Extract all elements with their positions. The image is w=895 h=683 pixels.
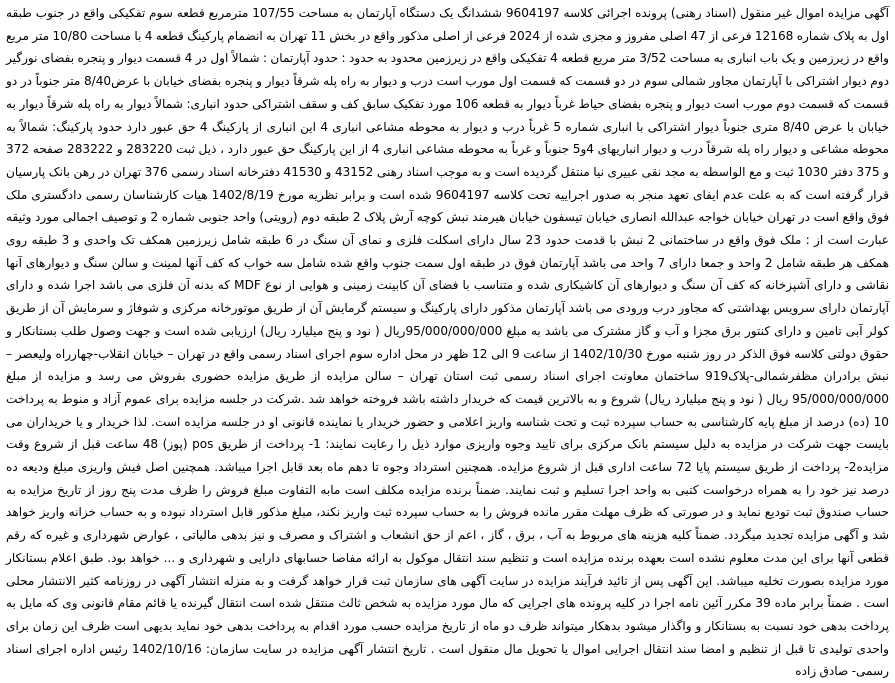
auction-notice-text: آگهی مزایده اموال غیر منقول (اسناد رهنی) پرونده اجرائی کلاسه 9604197 ششدانگ یک دستگاه آپارتمان به مساحت 107/55 مترمربع قطعه سوم تفکیکی واقع در جنوب طبقه اول به پلاک شماره 12168 فرعی از 47 اصلی مفروز و مجزی شده از 2024 فرعی از اصلی مذکور واقع در بخش 11 تهران به انضمام پارکینگ قطعه 4 با مساحت 10/80 متر مربع واقع در زیرزمین و یک باب انباری به مساحت 3/52 متر مربع قطعه 4 تفکیکی واقع در زیرزمین محدود به حدود : حدود آپارتمان : شمالاً اول در 4 قسمت دیوار و پنجره بفضای نورگیر دوم دیوار اشتراکی با آپارتمان مجاور شمالی سوم در دو قسمت که قسمت اول مورب است درب و دیوار به راه پله شرقاً دیوار و پنجره بفضای خیابان با عرض8/40 متر جنوباً در دو قسمت که قسمت دوم مورب است دیوار و پنجره بفضای حیاط غرباً دیوار به قطعه 106 مورد تفکیک سابق کف و سقف اشتراکی حدود انباری: شمالاً دیوار به راه پله شرقاً دیوار به خیابان با عرض 8/40 متری جنوباً دیوار اشتراکی با انباری شماره 5 غرباً درب و دیوار به محوطه مشاعی انباری 4 این انباری از پارکینگ 4 حق عبور دارد حدود پارکینگ: شمالاً به محوطه مشاعی و دیوار راه پله شرقاً درب و دیوار انباریهای 4و5 جنوباً و غرباً به محوطه مشاعی انباری 4 از این پارکینگ حق عبور دارد ، ذیل ثبت 283220 و 283222 صفحه 372 و 375 دفتر 1030 ثبت و مع الواسطه به مجد نقی عبیری نیا منتقل گردیده است و به موجب اسناد رهنی 43152 و 41530 دفترخانه اسناد رسمی 376 تهران در رهن بانک پارسیان قرار گرفته است که به علت عدم ایفای تعهد منجر به صدور اجراییه تحت کلاسه 9604197 شده است و برابر نظریه مورخ 1402/8/19 هیات کارشناسان رسمی دادگستری ملک فوق واقع است در تهران خیابان خواجه عبدالله انصاری خیابان تیسفون خیابان هیرمند نبش کوچه آرش پلاک 2 طبقه دوم (رویتی) واحد جنوبی شماره 2 و توصیف اجمالی مورد وثیقه عبارت است از : ملک فوق واقع در ساختمانی 2 نبش با قدمت حدود 23 سال دارای اسکلت فلزی و نمای آن سنگ در 6 طبقه شامل زیرزمین همکف تک واحدی و 3 طبقه روی همکف هر طبقه شامل 2 واحد و جمعا دارای 7 واحد می باشد آپارتمان فوق در طبقه اول سمت جنوب واقع شده شامل سه خواب که کف آنها لمینت و سالن سنگ و دیوارهای آنها نقاشی و دارای آشپزخانه که کف آن سنگ و دیوارهای آن کاشیکاری شده و متناسب با فضای آن کابینت زمینی و هوایی از نوع MDF که بدنه آن فلزی می باشد اجرا شده و دارای آپارتمان دارای سرویس بهداشتی که مجاور درب ورودی می باشد آپارتمان مذکور دارای پارکینگ و سیستم گرمایش آن از طریق موتورخانه مرکزی و شوفاژ و سرمایش آن از طریق کولر آبی تامین و دارای کنتور برق مجزا و آب و گاز مشترک می باشد به مبلغ 95/000/000/000ریال ( نود و پنج میلیارد ریال) ارزیابی شده است و جهت وصول طلب بستانکار و حقوق دولتی کلاسه فوق الذکر در روز شنبه مورخ 1402/10/30 از ساعت 9 الی 12 ظهر در محل اداره سوم اجرای اسناد رسمی واقع در تهران – خیابان انقلاب-چهارراه ولیعصر – نبش برادران مظفرشمالی-پلاک919 ساختمان معاونت اجرای اسناد رسمی ثبت استان تهران – سالن مزایده از طریق مزایده حضوری بفروش می رسد و مزایده از مبلغ 95/000/000/000 ریال ( نود و پنج میلیارد ریال) شروع و به بالاترین قیمت که خریدار داشته باشد فروخته خواهد شد .شرکت در جلسه مزایده برای عموم آزاد و منوط به پرداخت 10 (ده) درصد از مبلغ پایه کارشناسی به حساب سپرده ثبت و تحت شناسه واریز اعلامی و حضور خریدار یا نماینده قانونی او در جلسه مزایده است. لذا خریدار و یا خریداران می بایست جهت شرکت در مزایده به دلیل سیستم بانک مرکزی برای تایید وجوه واریزی موارد ذیل را رعایت نمایند: 1- پرداخت از طریق pos (پوز) 48 ساعت قبل از شروع وقت مزایده2- پرداخت از طریق سیستم پایا 72 ساعت اداری قبل از شروع مزایده. همچنین استرداد وجوه تا دهم ماه بعد قابل اجرا میباشد. همچنین اصل فیش واریزی مبلغ ودیعه ده درصد نیز خود را به همراه درخواست کتبی به واحد اجرا تسلیم و ثبت نمایند. ضمناً برنده مزایده مکلف است مابه التفاوت مبلغ فروش را ظرف مدت پنج روز از تاریخ مزایده به حساب صندوق ثبت تودیع نماید و در صورتی که ظرف مهلت مقرر مانده فروش را به حساب سپرده ثبت واریز نکند، مبلغ مذکور قابل استرداد نبوده و به حساب خزانه واریز خواهد شد و آگهی مزایده تجدید میگردد. ضمناً کلیه هزینه های مربوط به آب ، برق ، گاز ، اعم از حق انشعاب و اشتراک و مصرف و نیز بدهی مالیاتی ، عوارض شهرداری و غیره که رقم قطعی آنها برای این مدت معلوم نشده است بعهده برنده مزایده است و تنظیم سند انتقال موکول به ارائه مفاصا حسابهای دارایی و شهرداری و ... خواهد بود. طبق اعلام بستانکار مورد مزایده بصورت تخلیه میباشد. این آگهی پس از تائید فرآیند مزایده در سایت آگهی های سازمان ثبت قرار خواهد گرفت و به منزله انتشار آگهی در روزنامه کثیر الانتشار محلی است . ضمناً برابر ماده 39 مکرر آئین نامه اجرا در کلیه پرونده های اجرایی که مال مورد مزایده به شخص ثالث منتقل شده است انتقال گیرنده یا قائم مقام قانونی وی که مایل به پرداخت بدهی خود نسبت به بستانکار و واگذار میشود بدهکار میتواند ظرف دو ماه از تاریخ مزایده حسب مورد اقدام به پرداخت بدهی خود نماید بدیهی است ظرف این زمان برای واحدی تولیدی تا قبل از تنظیم و امضا سند انتقال اجرایی اموال یا تحویل مال منقول است . تاریخ انتشار آگهی مزایده در سایت سازمان: 1402/10/16 رئیس اداره اجرای اسناد رسمی- صادق زاده (6, 6, 890, 679)
